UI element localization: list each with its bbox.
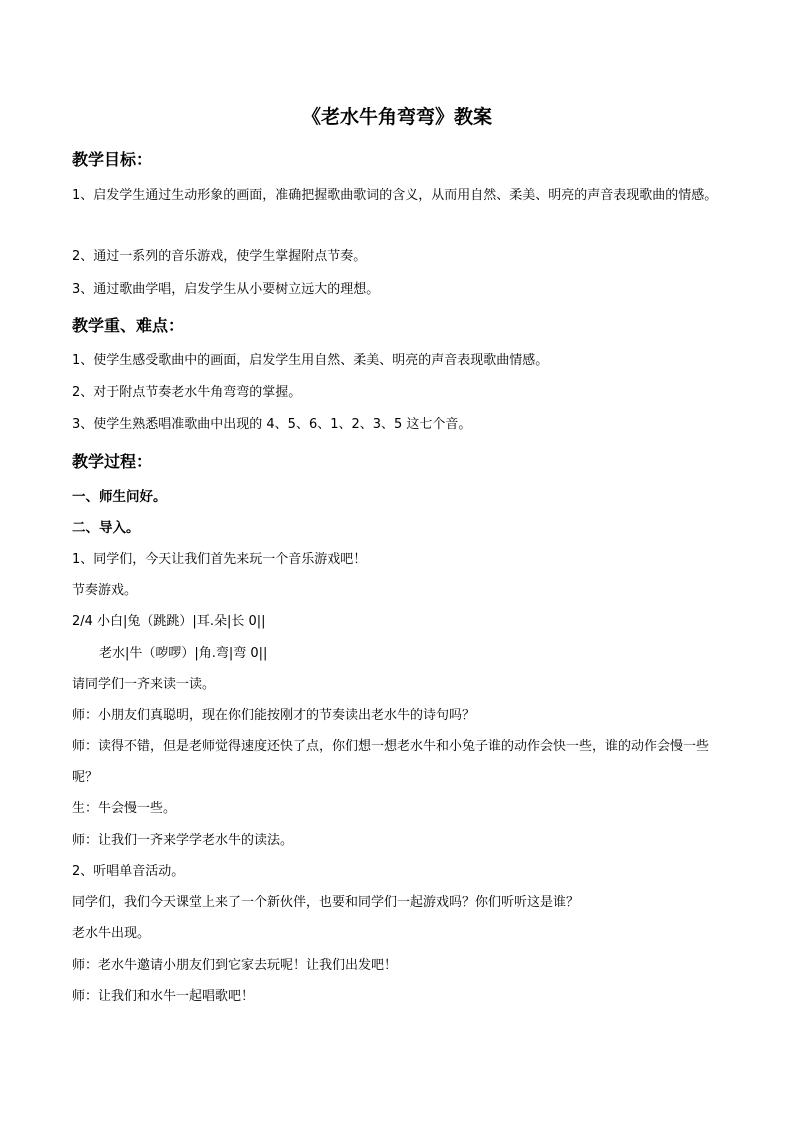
- process-line: 2、听唱单音活动。: [72, 864, 185, 879]
- process-line: 师：老水牛邀请小朋友们到它家去玩呢！让我们出发吧！: [72, 958, 398, 973]
- process-heading: 教学过程：: [72, 452, 153, 471]
- key-point-item-2: 2、对于附点节奏老水牛角弯弯的掌握。: [72, 385, 302, 400]
- objectives-heading: 教学目标：: [72, 150, 153, 169]
- process-line: 1、同学们，今天让我们首先来玩一个音乐游戏吧！: [72, 552, 367, 567]
- rhythm-line-1: 2/4 小白|兔（跳跳）|耳.朵|长 0||: [72, 614, 266, 629]
- objective-item-1: 1、启发学生通过生动形象的画面，准确把握歌曲歌词的含义，从而用自然、柔美、明亮的声音表现歌曲的情感。: [72, 188, 718, 203]
- key-points-heading: 教学重、难点：: [72, 316, 185, 335]
- process-line: 师：让我们和水牛一起唱歌吧！: [72, 989, 255, 1004]
- process-line: 师：小朋友们真聪明，现在你们能按刚才的节奏读出老水牛的诗句吗？: [72, 708, 476, 723]
- key-point-item-3: 3、使学生熟悉唱准歌曲中出现的 4、5、6、1、2、3、5 这七个音。: [72, 417, 472, 432]
- rhythm-line-2: 老水|牛（哕啰）|角.弯|弯 0||: [99, 646, 268, 661]
- process-line: 节奏游戏。: [72, 583, 138, 598]
- process-line: 请同学们一齐来读一读。: [72, 677, 216, 692]
- process-line: 生：牛会慢一些。: [72, 801, 177, 816]
- objective-item-2: 2、通过一系列的音乐游戏，使学生掌握附点节奏。: [72, 249, 367, 264]
- document-title: 《老水牛角弯弯》教案: [301, 106, 492, 128]
- objective-item-3: 3、通过歌曲学唱，启发学生从小要树立远大的理想。: [72, 282, 380, 297]
- process-section-1: 一、师生问好。: [72, 489, 167, 505]
- process-line: 师：让我们一齐来学学老水牛的读法。: [72, 833, 294, 848]
- process-line: 同学们，我们今天课堂上来了一个新伙伴，也要和同学们一起游戏吗？你们听听这是谁？: [72, 895, 580, 910]
- process-section-2: 二、导入。: [72, 520, 140, 536]
- process-line: 师：读得不错，但是老师觉得速度还快了点，你们想一想老水牛和小兔子谁的动作会快一些，谁的动作会慢一些呢？: [72, 739, 710, 785]
- key-point-item-1: 1、使学生感受歌曲中的画面，启发学生用自然、柔美、明亮的声音表现歌曲情感。: [72, 353, 549, 368]
- process-line: 老水牛出现。: [72, 926, 151, 941]
